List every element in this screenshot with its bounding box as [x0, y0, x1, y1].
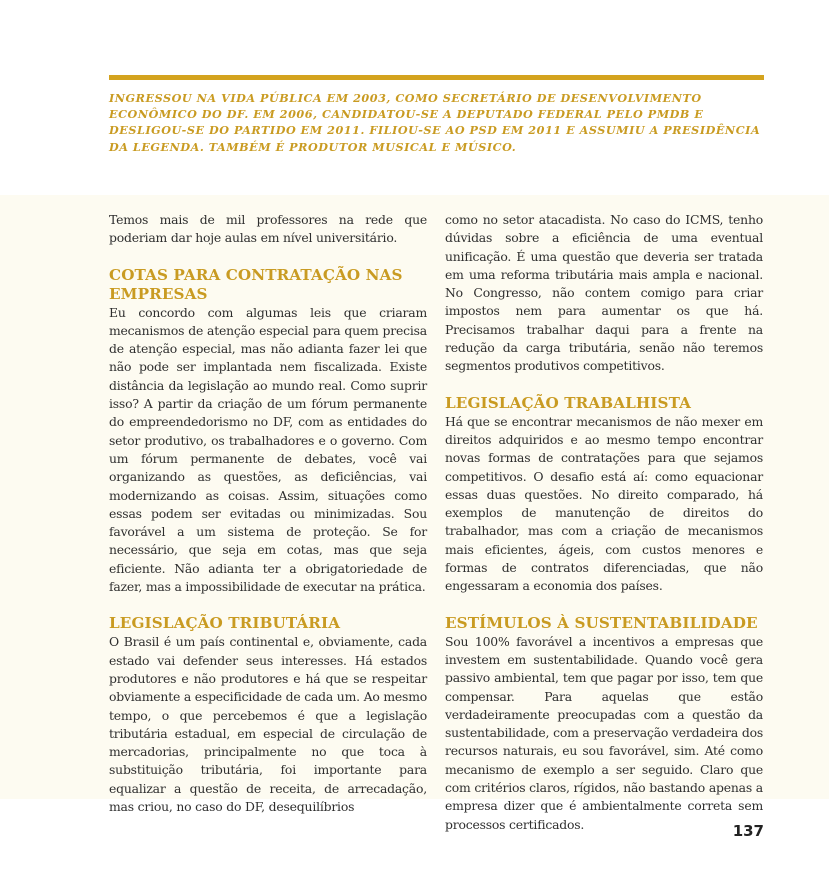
page-number: 137 [732, 822, 764, 840]
heading-legislacao-trabalhista: LEGISLAÇÃO TRABALHISTA [445, 393, 692, 412]
heading-cotas: COTAS PARA CONTRATAÇÃO NAS EMPRESAS [109, 265, 403, 303]
intro-text: INGRESSOU NA VIDA PÚBLICA EM 2003, COMO SECRETÁRIO DE DESENVOLVIMENTO ECONÔMICO DO DF. EM 2006, CANDIDATOU-SE A DEPUTADO FEDERAL PELO PMDB E DESLIGOU-SE DO PARTIDO EM 2011. FILIOU-SE AO PSD EM 2011 E ASSUMIU A PRESIDÊNCIA DA LEGENDA. TAMBÉM É PRODUTOR MUSICAL E MÚSICO. [109, 91, 761, 154]
header-rule [109, 75, 764, 80]
right-paragraph-2: Sou 100% favorável a incentivos a empresas que investem em sustentabilidade. Quando você gera passivo ambiental, tem que pagar por isso, tem que compensar. Para aquelas que estão verdadeiramente preocupadas com a questão da sustentabilidade, com a preservação verdadeira dos recursos naturais, eu sou favorável, sim. Até como mecanismo de exemplo a ser seguido. Claro que com critérios claros, rígidos, não bastando apenas a empresa dizer que é ambientalmente correta sem processos certificados. [445, 633, 763, 832]
left-paragraph-0: Temos mais de mil professores na rede que poderiam dar hoje aulas em nível universitário. [109, 212, 427, 246]
heading-legislacao-tributaria: LEGISLAÇÃO TRIBUTÁRIA [109, 614, 341, 633]
left-column [109, 211, 427, 816]
right-paragraph-1: Há que se encontrar mecanismos de não mexer em direitos adquiridos e ao mesmo tempo encontrar novas formas de contratações para que sejamos competitivos. O desafio está aí: como equacionar essas duas questões. No direito comparado, há exemplos de manutenção de direitos do trabalhador, mas com a criação de mecanismos mais eficientes, ágeis, com custos menores e formas de contratos diferenciadas, que não engessaram a economia dos países. [445, 413, 763, 594]
heading-sustentabilidade: ESTÍMULOS À SUSTENTABILIDADE [445, 613, 758, 632]
left-paragraph-2: O Brasil é um país continental e, obviamente, cada estado vai defender seus interesses. Há estados produtores e não produtores e há que se respeitar obviamente a especificidade de cada um. Ao mesmo tempo, o que percebemos é que a legislação tributária estadual, em especial de circulação de mercadorias, principalmente no que toca à substituição tributária, foi importante para equalizar a questão de receita, de arrecadação, mas criou, no caso do DF, desequilíbrios [109, 634, 428, 815]
left-paragraph-1: Eu concordo com algumas leis que criaram mecanismos de atenção especial para quem precisa de atenção especial, mas não adianta fazer lei que não pode ser implantada nem fiscalizada. Existe distância da legislação ao mundo real. Como suprir isso? A partir da criação de um fórum permanente do empreendedorismo no DF, com as entidades do setor produtivo, os trabalhadores e o governo. Com um fórum permanente de debates, você vai organizando as questões, as deficiências, vai modernizando as coisas. Assim, situações como essas podem ser evitadas ou minimizadas. Sou favorável a um sistema de proteção. Se for necessário, que seja em cotas, mas que seja eficiente. Não adianta ter a obrigatoriedade de fazer, mas a impossibilidade de executar na prática. [109, 304, 427, 595]
right-paragraph-0: como no setor atacadista. No caso do ICMS, tenho dúvidas sobre a eficiência de uma eventual unificação. É uma questão que deveria ser tratada em uma reforma tributária mais ampla e nacional. No Congresso, não contem comigo para criar impostos nem para aumentar os que há. Precisamos trabalhar daqui para a frente na redução da carga tributária, senão não teremos segmentos produtivos competitivos. [445, 212, 763, 374]
right-column [445, 211, 763, 834]
